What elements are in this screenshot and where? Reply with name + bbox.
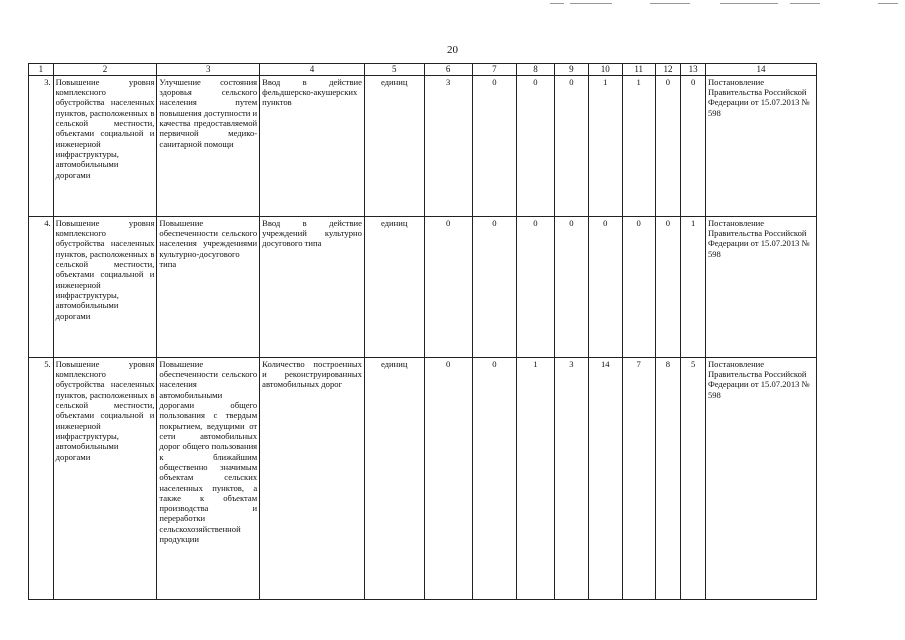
- column-header: 8: [516, 64, 554, 76]
- value-cell: 0: [588, 216, 622, 357]
- value-cell: 0: [622, 216, 655, 357]
- value-cell: 0: [554, 216, 588, 357]
- column-header: 2: [53, 64, 157, 76]
- unit-cell: единиц: [364, 216, 424, 357]
- scan-top-marks: [540, 3, 899, 5]
- unit-cell: единиц: [364, 75, 424, 216]
- table-row: [29, 216, 817, 357]
- value-cell: 0: [655, 216, 681, 357]
- document-cell: Постановление Правительства Российской Федерации от 15.07.2013 № 598: [705, 357, 816, 599]
- value-cell: 0: [516, 75, 554, 216]
- value-cell: 0: [472, 75, 516, 216]
- row-number: 4.: [29, 216, 54, 357]
- column-header: 12: [655, 64, 681, 76]
- value-cell: 0: [472, 357, 516, 599]
- column-header: 10: [588, 64, 622, 76]
- value-cell: 1: [516, 357, 554, 599]
- column-header: 4: [260, 64, 365, 76]
- column-header: 1: [29, 64, 54, 76]
- value-cell: 1: [588, 75, 622, 216]
- column-header: 9: [554, 64, 588, 76]
- task-cell: Повышение обеспеченности сельского населения учреждениями культурно-досугового типа: [157, 216, 260, 357]
- column-number-row: [29, 64, 817, 76]
- column-header: 14: [705, 64, 816, 76]
- column-header: 13: [681, 64, 706, 76]
- row-number: 3.: [29, 75, 54, 216]
- column-header: 7: [472, 64, 516, 76]
- value-cell: 5: [681, 357, 706, 599]
- value-cell: 1: [681, 216, 706, 357]
- value-cell: 1: [622, 75, 655, 216]
- unit-cell: единиц: [364, 357, 424, 599]
- value-cell: 8: [655, 357, 681, 599]
- value-cell: 0: [554, 75, 588, 216]
- indicators-table: [28, 63, 817, 600]
- document-cell: Постановление Правительства Российской Федерации от 15.07.2013 № 598: [705, 75, 816, 216]
- value-cell: 0: [681, 75, 706, 216]
- task-cell: Улучшение состояния здоровья сельского населения путем повышения доступности и качества предоставляемой первичной медико-санитарной помощи: [157, 75, 260, 216]
- table-row: [29, 75, 817, 216]
- indicator-cell: Количество построенных и реконструированных автомобильных дорог: [260, 357, 365, 599]
- value-cell: 14: [588, 357, 622, 599]
- value-cell: 0: [424, 216, 472, 357]
- value-cell: 0: [655, 75, 681, 216]
- goal-cell: Повышение уровня комплексного обустройства населенных пунктов, расположенных в сельской местности, объектами социальной и инженерной инфраструктуры, автомобильными дорогами: [53, 216, 157, 357]
- table-row: [29, 357, 817, 599]
- value-cell: 7: [622, 357, 655, 599]
- column-header: 3: [157, 64, 260, 76]
- page-number: 20: [447, 44, 458, 56]
- value-cell: 0: [472, 216, 516, 357]
- row-number: 5.: [29, 357, 54, 599]
- indicator-cell: Ввод в действие учреждений культурно досугового типа: [260, 216, 365, 357]
- goal-cell: Повышение уровня комплексного обустройства населенных пунктов, расположенных в сельской местности, объектами социальной и инженерной инфраструктуры, автомобильными дорогами: [53, 357, 157, 599]
- value-cell: 0: [424, 357, 472, 599]
- task-cell: Повышение обеспеченности сельского населения автомобильными дорогами общего пользования с твердым покрытием, ведущими от сети автомобильных дорог общего пользования к ближайшим общественно значимым объектам сельских населенных пунктов, а также к объектам производства и переработки сельскохозяйственной продукции: [157, 357, 260, 599]
- column-header: 5: [364, 64, 424, 76]
- goal-cell: Повышение уровня комплексного обустройства населенных пунктов, расположенных в сельской местности, объектами социальной и инженерной инфраструктуры, автомобильными дорогами: [53, 75, 157, 216]
- value-cell: 3: [554, 357, 588, 599]
- column-header: 11: [622, 64, 655, 76]
- indicator-cell: Ввод в действие фельдшерско-акушерских пунктов: [260, 75, 365, 216]
- document-cell: Постановление Правительства Российской Федерации от 15.07.2013 № 598: [705, 216, 816, 357]
- column-header: 6: [424, 64, 472, 76]
- value-cell: 3: [424, 75, 472, 216]
- value-cell: 0: [516, 216, 554, 357]
